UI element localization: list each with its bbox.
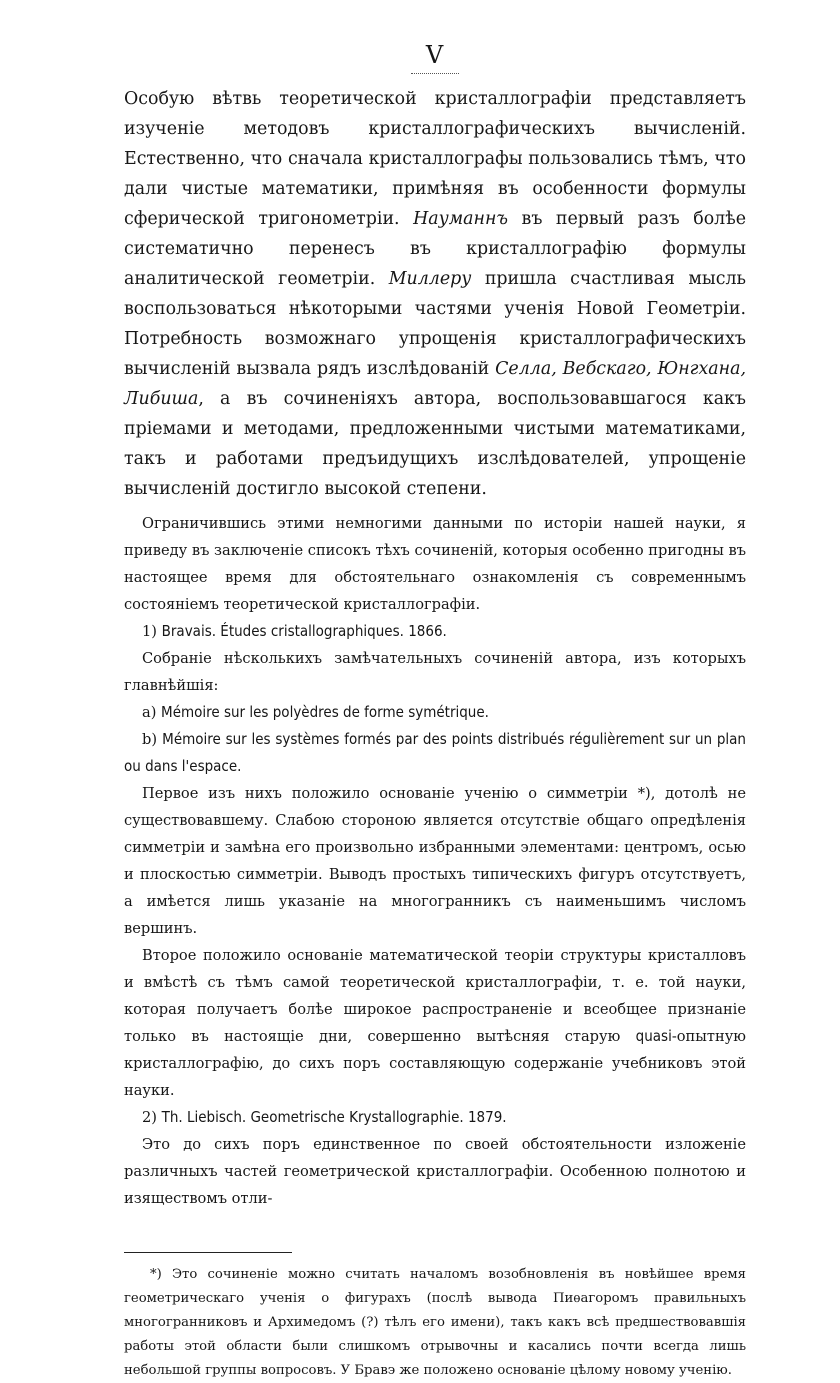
footnote-divider [124,1252,292,1253]
reference-2-title: Th. Liebisch. Geometrische Krystallographie. 1879. [161,1108,507,1126]
reference-1-number: 1) [142,623,162,640]
item-a-title: Mémoire sur les polyèdres de forme symétrique. [161,703,489,721]
intro-text-a: Особую вѣтвь теоретической кристаллографіи представляетъ изученіе методовъ кристаллографическихъ вычисленій. Естественно, что сначала кристаллографы пользовались тѣмъ, что дали чистые математики, примѣняя въ особенности формулы сферической тригонометріи. [124,89,746,229]
structure-text-b: -опытную кристаллографію, до сихъ поръ составляющую содержаніе учебниковъ этой науки. [124,1028,746,1099]
author-naumann: Науманнъ [413,209,509,229]
structure-text-a: Второе положило основаніе математической теоріи структуры кристалловъ и вмѣстѣ съ тѣмъ самой теоретической кристаллографіи, т. е. той науки, которая получаетъ болѣе широкое распространеніе и всеобщее признаніе только въ настоящіе дни, совершенно вытѣсняя старую [124,947,746,1045]
footnote: *) Это сочиненіе можно считать началомъ возобновленія въ новѣйшее время геометрическаго ученія о фигурахъ (послѣ вывода Пиѳагоромъ правильныхъ многогранниковъ и Архимедомъ (?) тѣлъ его имени), такъ какъ всѣ предшествовавшія работы этой области были слишкомъ отрывочны и касались почти всегда лишь небольшой группы вопросовъ. У Бравэ же положено основаніе цѣлому новому ученію. [124,1267,746,1378]
bravais-item-a [124,699,746,726]
page-number: V [124,40,746,74]
intro-text-c: пришла счастливая мысль воспользоваться нѣкоторыми частями ученія Новой Геометріи. Потребность возможнаго упрощенія кристаллографическихъ вычисленій вызвала рядъ изслѣдованій [124,269,746,379]
liebisch-description: Это до сихъ поръ единственное по своей обстоятельности изложеніе различныхъ частей геометрической кристаллографіи. Особенною полнотою и изяществомъ отли- [124,1136,746,1207]
intro-paragraph [124,84,746,504]
reference-2-number: 2) [142,1109,162,1126]
intro-text-d: , а въ сочиненіяхъ автора, воспользовавшагося какъ пріемами и методами, предложенными чистыми математиками, такъ и работами предъидущихъ изслѣдователей, упрощеніе вычисленій достигло высокой степени. [124,389,746,499]
list-intro-paragraph: Ограничившись этими немногими данными по исторіи нашей науки, я приведу въ заключеніе списокъ тѣхъ сочиненій, которыя особенно пригодны въ настоящее время для обстоятельнаго ознакомленія съ современнымъ состояніемъ теоретической кристаллографіи. [124,515,746,613]
author-names: Селла, Вебскаго, Юнгхана, Либиша [124,359,746,409]
item-b-title: Mémoire sur les systèmes formés par des points distribués régulièrement sur un plan ou dans l'espace. [124,730,746,775]
quasi-word: quasi [635,1027,672,1045]
document-page [124,40,746,1383]
item-b-label: b) [142,731,163,748]
author-miller: Миллеру [388,269,472,289]
structure-paragraph [124,942,746,1104]
intro-text-b: въ первый разъ болѣе систематично перенесъ въ кристаллографію формулы аналитической геометріи. [124,209,747,289]
symmetry-paragraph: Первое изъ нихъ положило основаніе ученію о симметріи *), дотолѣ не существовавшему. Слабою стороною является отсутствіе общаго опредѣленія симметріи и замѣна его произвольно избранными элементами: центромъ, осью и плоскостью симметріи. Выводъ простыхъ типическихъ фигуръ отсутствуетъ, а имѣется лишь указаніе на многогранникъ съ наименьшимъ числомъ вершинъ. [124,785,746,937]
reference-2 [124,1104,746,1131]
reference-1-title: Bravais. Études cristallographiques. 1866. [161,622,447,640]
item-a-label: a) [142,704,162,721]
reference-1 [124,618,746,645]
bravais-item-b [124,726,746,780]
bravais-description: Собраніе нѣсколькихъ замѣчательныхъ сочиненій автора, изъ которыхъ главнѣйшія: [124,650,746,694]
